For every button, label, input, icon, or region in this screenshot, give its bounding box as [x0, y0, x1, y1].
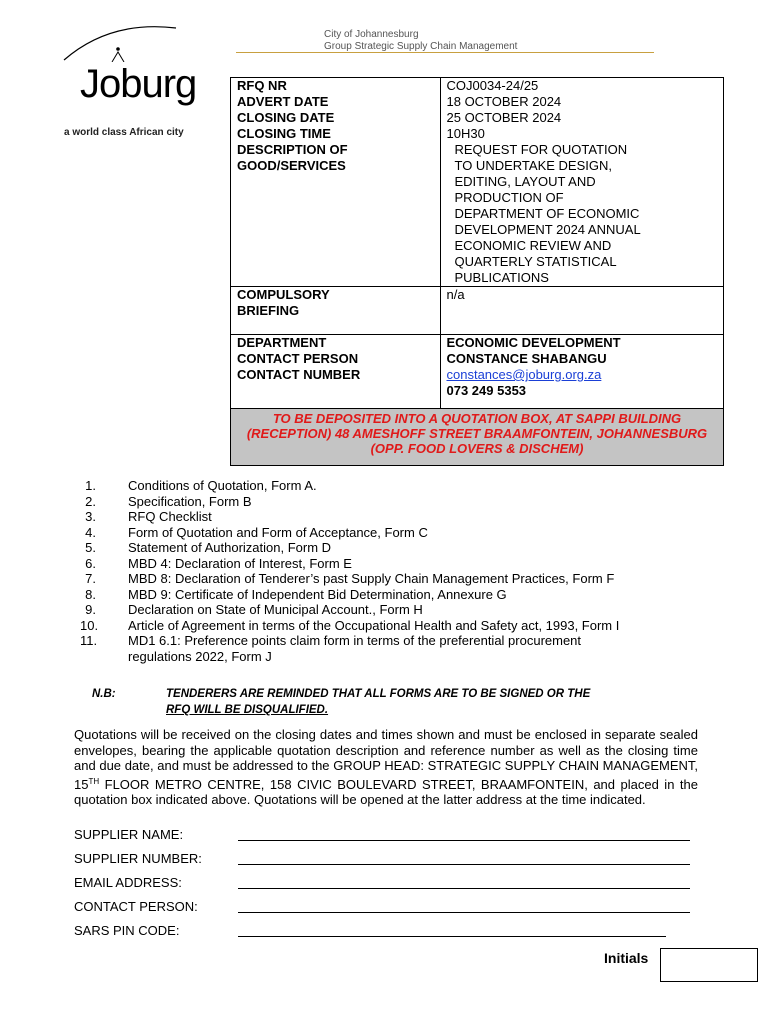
list-item [80, 587, 700, 603]
header-department: Group Strategic Supply Chain Management [324, 41, 518, 52]
list-item [80, 540, 700, 556]
list-number: 8. [85, 586, 96, 602]
rfq-values-cell [440, 78, 724, 287]
list-text: RFQ Checklist [128, 509, 212, 524]
list-text: MBD 4: Declaration of Interest, Form E [128, 555, 352, 571]
list-number: 1. [85, 478, 96, 493]
initials-label: Initials [604, 950, 649, 966]
closing-date-label: CLOSING DATE [237, 110, 335, 125]
sars-pin-field[interactable] [238, 936, 666, 937]
rfq-nr-value: COJ0034-24/25 [446, 78, 539, 93]
closing-time-label: CLOSING TIME [237, 126, 331, 141]
deposit-notice: TO BE DEPOSITED INTO A QUOTATION BOX, AT SAPPI BUILDING (RECEPTION) 48 AMESHOFF STREET BRAAMFONTEIN, JOHANNESBURG (OPP. FOOD LOVERS & DISCHEM) [230, 408, 724, 466]
instructions-part-1: Quotations will be received on the closing dates and times shown and must be enclosed in separate sealed envelopes, bearing the applicable quotation description and reference number as well as the closing time and due date, and must be addressed to the GROUP HEAD: STRATEGIC SUPPLY CHAIN MANAGEMENT, 15 [74, 727, 698, 792]
supplier-number-field[interactable] [238, 864, 690, 865]
header-city: City of Johannesburg [324, 29, 419, 40]
list-text: MBD 8: Declaration of Tenderer’s past Supply Chain Management Practices, Form F [128, 571, 615, 586]
logo-tagline: a world class African city [64, 127, 184, 138]
description-line: QUARTERLY STATISTICAL [454, 254, 617, 269]
briefing-label: BRIEFING [237, 303, 300, 318]
contact-person-label: CONTACT PERSON [237, 351, 359, 366]
contact-phone-value: 073 249 5353 [446, 383, 527, 398]
list-text: Statement of Authorization, Form D [128, 540, 332, 555]
table-row [231, 78, 724, 287]
list-number: 5. [85, 540, 96, 555]
list-text: MBD 9: Certificate of Independent Bid Determination, Annexure G [128, 586, 507, 602]
supplier-name-label: SUPPLIER NAME: [74, 827, 184, 842]
description-value [447, 142, 718, 286]
list-text: MD1 6.1: Preference points claim form in terms of the preferential procurement regulations 2022, Form J [128, 633, 582, 664]
closing-time-value: 10H30 [446, 126, 485, 141]
description-line: DEPARTMENT OF ECONOMIC [454, 206, 640, 221]
briefing-label: COMPULSORY [237, 287, 330, 302]
list-item [80, 509, 700, 525]
description-line: PRODUCTION OF [454, 190, 564, 205]
description-line: TO UNDERTAKE DESIGN, [454, 158, 612, 173]
list-item [80, 571, 700, 587]
list-item [80, 602, 700, 618]
list-text: Conditions of Quotation, Form A. [128, 478, 317, 493]
contact-values-cell [440, 335, 724, 414]
email-address-field[interactable] [238, 888, 690, 889]
instructions-superscript: TH [88, 776, 100, 786]
contact-person-field[interactable] [238, 912, 690, 913]
list-text: Declaration on State of Municipal Account., Form H [128, 602, 423, 617]
list-item [80, 478, 700, 494]
list-number: 7. [85, 571, 96, 586]
list-item [80, 556, 700, 572]
list-number: 9. [85, 602, 96, 617]
description-line: REQUEST FOR QUOTATION [454, 142, 628, 157]
nb-notice [166, 686, 590, 718]
list-number: 3. [85, 509, 96, 524]
nb-label: N.B: [92, 688, 116, 700]
closing-date-value: 25 OCTOBER 2024 [446, 110, 562, 125]
advert-date-label: ADVERT DATE [237, 94, 329, 109]
submission-instructions [74, 727, 698, 808]
list-number: 6. [85, 555, 96, 571]
briefing-value: n/a [440, 287, 724, 335]
department-value: ECONOMIC DEVELOPMENT [446, 335, 621, 350]
contact-person-value: CONSTANCE SHABANGU [446, 351, 607, 366]
description-line: PUBLICATIONS [454, 270, 549, 285]
logo-arc-icon [60, 22, 180, 62]
description-label: DESCRIPTION OF [237, 142, 348, 157]
contact-labels-cell [231, 335, 441, 414]
list-number: 4. [85, 524, 96, 540]
list-number: 10. [80, 617, 99, 633]
nb-line-2: RFQ WILL BE DISQUALIFIED. [166, 704, 329, 716]
goods-services-label: GOOD/SERVICES [237, 158, 346, 173]
advert-date-value: 18 OCTOBER 2024 [446, 94, 562, 109]
sars-pin-label: SARS PIN CODE: [74, 923, 180, 938]
supplier-name-field[interactable] [238, 840, 690, 841]
contact-number-label: CONTACT NUMBER [237, 367, 361, 382]
rfq-details-table [230, 77, 724, 414]
logo-wordmark: Joburg [80, 62, 197, 106]
list-text: Form of Quotation and Form of Acceptance, Form C [128, 524, 428, 540]
list-number: 11. [80, 633, 98, 648]
briefing-label-cell [231, 287, 441, 335]
contact-person-field-label: CONTACT PERSON: [74, 899, 198, 914]
supplier-number-label: SUPPLIER NUMBER: [74, 851, 202, 866]
nb-line-1: TENDERERS ARE REMINDED THAT ALL FORMS ARE TO BE SIGNED OR THE [166, 688, 591, 700]
list-number: 2. [85, 493, 96, 509]
list-text: Specification, Form B [128, 493, 252, 509]
department-label: DEPARTMENT [237, 335, 327, 350]
table-row [231, 287, 724, 335]
rfq-labels-cell [231, 78, 441, 287]
description-line: EDITING, LAYOUT AND [454, 174, 596, 189]
initials-box[interactable] [660, 948, 758, 982]
description-line: DEVELOPMENT 2024 ANNUAL [454, 222, 641, 237]
list-item [80, 633, 648, 664]
required-documents-list [80, 478, 700, 664]
description-line: ECONOMIC REVIEW AND [454, 238, 612, 253]
contact-email-link[interactable]: constances@joburg.org.za [446, 367, 602, 382]
table-row [231, 335, 724, 414]
list-item [80, 525, 700, 541]
list-item [80, 618, 700, 634]
rfq-nr-label: RFQ NR [237, 78, 287, 93]
list-text: Article of Agreement in terms of the Occupational Health and Safety act, 1993, Form I [128, 617, 620, 633]
email-address-label: EMAIL ADDRESS: [74, 875, 182, 890]
list-item [80, 494, 700, 510]
header-rule [236, 52, 654, 53]
instructions-part-2: FLOOR METRO CENTRE, 158 CIVIC BOULEVARD STREET, BRAAMFONTEIN, and placed in the quotation box indicated above. Quotations will be opened at the latter address at the time indicated. [74, 776, 698, 807]
